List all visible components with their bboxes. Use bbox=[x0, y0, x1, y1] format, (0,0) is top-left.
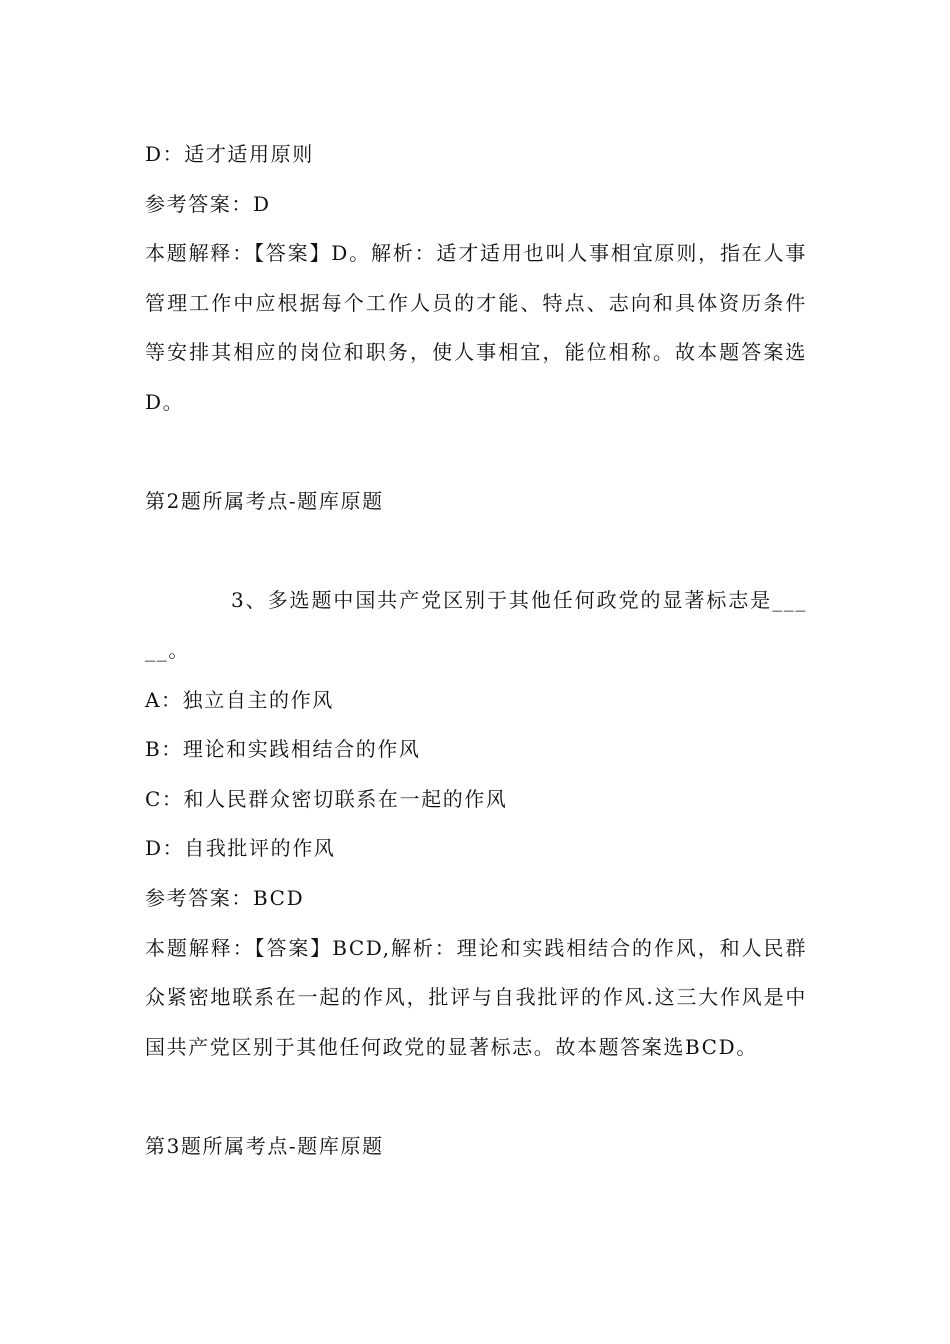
q2-category: 第2题所属考点-题库原题 bbox=[145, 489, 384, 514]
q2-explanation: 本题解释：【答案】D。解析：适才适用也叫人事相宜原则，指在人事管理工作中应根据每个工作人员的才能、特点、志向和具体资历条件等安排其相应的岗位和职务，使人事相宜，能位相称。故本题答案选D。 bbox=[145, 241, 807, 414]
q2-option-d: D：适才适用原则 bbox=[145, 142, 314, 166]
q3-question: 3、多选题中国共产党区别于其他任何政党的显著标志是_____。 bbox=[145, 588, 807, 662]
q2-answer: 参考答案：D bbox=[145, 191, 271, 216]
spacer bbox=[145, 527, 807, 577]
spacer bbox=[145, 1072, 807, 1122]
q3-answer: 参考答案：BCD bbox=[145, 885, 305, 910]
q3-option-c: C：和人民群众密切联系在一起的作风 bbox=[145, 786, 508, 811]
spacer bbox=[145, 428, 807, 478]
q3-option-d: D：自我批评的作风 bbox=[145, 836, 336, 861]
q3-option-a: A：独立自主的作风 bbox=[145, 687, 334, 712]
q3-category: 第3题所属考点-题库原题 bbox=[145, 1133, 384, 1158]
document-content bbox=[145, 130, 807, 1171]
q3-option-b: B：理论和实践相结合的作风 bbox=[145, 737, 421, 762]
q3-explanation: 本题解释：【答案】BCD,解析：理论和实践相结合的作风，和人民群众紧密地联系在一起的作风，批评与自我批评的作风.这三大作风是中国共产党区别于其他任何政党的显著标志。故本题答案选BCD。 bbox=[145, 935, 807, 1059]
